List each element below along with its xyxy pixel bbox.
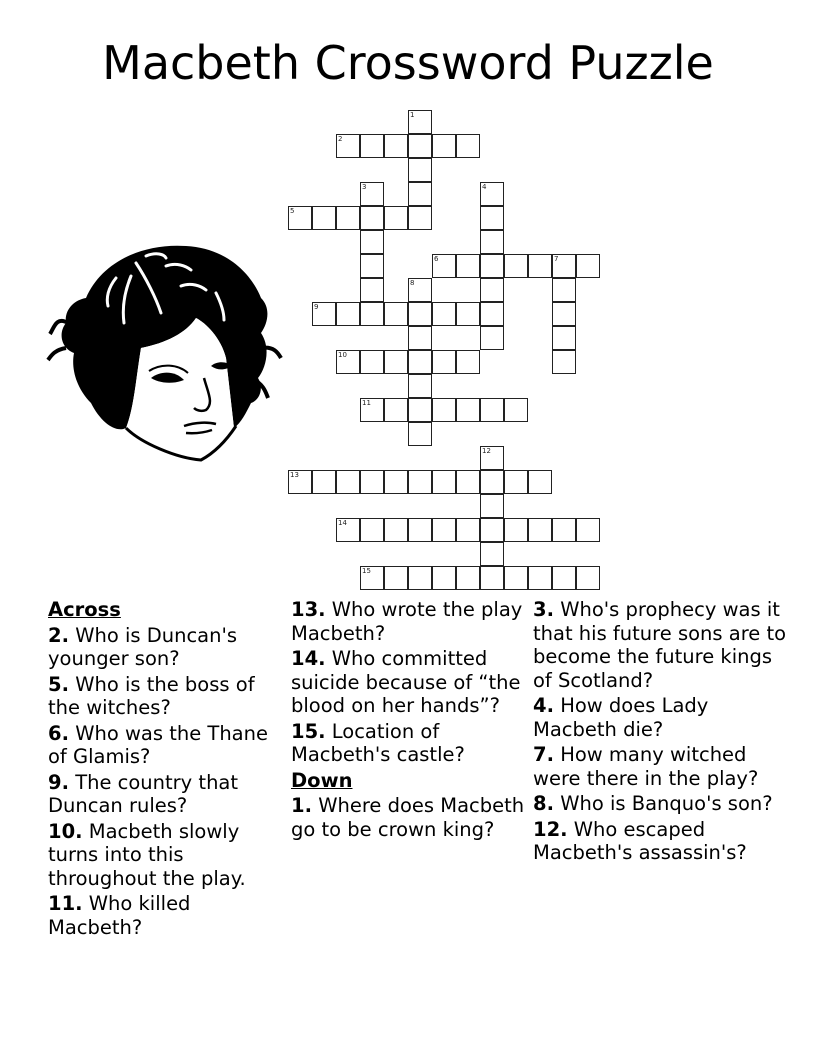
grid-cell[interactable] (360, 302, 384, 326)
clue-number: 7. (533, 743, 554, 766)
grid-cell[interactable] (384, 350, 408, 374)
clue-across-14 (291, 647, 526, 718)
grid-cell[interactable] (408, 518, 432, 542)
clue-across-11 (48, 892, 278, 939)
grid-cell[interactable] (336, 302, 360, 326)
cell-number: 13 (290, 471, 299, 479)
clue-text: Who was the Thane of Glamis? (48, 721, 268, 768)
grid-cell[interactable] (384, 518, 408, 542)
across-heading: Across (48, 598, 121, 621)
cell-number: 14 (338, 519, 347, 527)
grid-cell[interactable] (432, 566, 456, 590)
grid-cell[interactable] (408, 350, 432, 374)
clue-text: Who killed Macbeth? (48, 892, 191, 939)
clue-number: 2. (48, 623, 69, 647)
cell-number: 10 (338, 351, 347, 359)
grid-cell[interactable] (552, 350, 576, 374)
grid-cell[interactable] (504, 518, 528, 542)
grid-cell[interactable] (432, 398, 456, 422)
grid-cell[interactable] (408, 470, 432, 494)
grid-cell[interactable] (360, 278, 384, 302)
grid-cell[interactable] (456, 350, 480, 374)
grid-cell[interactable] (528, 566, 552, 590)
grid-cell[interactable] (336, 134, 360, 158)
grid-cell[interactable] (504, 398, 528, 422)
clue-text: Who wrote the play Macbeth? (291, 598, 523, 645)
grid-cell[interactable] (336, 206, 360, 230)
grid-cell[interactable] (528, 518, 552, 542)
clue-text: Who is the boss of the witches? (48, 672, 255, 719)
grid-cell[interactable] (408, 278, 432, 302)
clue-text: Who's prophecy was it that his future sons are to become the future kings of Scotland? (533, 598, 787, 692)
clue-number: 5. (48, 672, 69, 696)
grid-cell[interactable] (480, 206, 504, 230)
grid-cell[interactable] (432, 134, 456, 158)
grid-cell[interactable] (360, 206, 384, 230)
grid-cell[interactable] (384, 398, 408, 422)
clue-down-3 (533, 598, 793, 692)
grid-cell[interactable] (456, 302, 480, 326)
macbeth-face-illustration (46, 238, 286, 466)
clue-across-10 (48, 820, 278, 891)
grid-cell[interactable] (456, 398, 480, 422)
grid-cell[interactable] (480, 518, 504, 542)
grid-cell[interactable] (312, 470, 336, 494)
grid-cell[interactable] (360, 350, 384, 374)
cell-number: 7 (554, 255, 559, 263)
clue-number: 4. (533, 694, 554, 717)
grid-cell[interactable] (480, 254, 504, 278)
clue-number: 14. (291, 647, 326, 670)
page-title: Macbeth Crossword Puzzle (102, 36, 714, 90)
clue-down-12 (533, 818, 793, 865)
grid-cell[interactable] (480, 446, 504, 470)
grid-cell[interactable] (408, 398, 432, 422)
clues-column-3 (533, 598, 793, 867)
grid-cell[interactable] (384, 206, 408, 230)
clue-down-4 (533, 694, 793, 741)
grid-cell[interactable] (552, 326, 576, 350)
grid-cell[interactable] (480, 542, 504, 566)
clue-across-15 (291, 720, 526, 767)
grid-cell[interactable] (576, 518, 600, 542)
grid-cell[interactable] (480, 326, 504, 350)
grid-cell[interactable] (360, 566, 384, 590)
grid-cell[interactable] (408, 182, 432, 206)
cell-number: 5 (290, 207, 295, 215)
grid-cell[interactable] (360, 470, 384, 494)
grid-cell[interactable] (480, 302, 504, 326)
grid-cell[interactable] (504, 566, 528, 590)
grid-cell[interactable] (360, 230, 384, 254)
grid-cell[interactable] (552, 302, 576, 326)
clue-across-2 (48, 624, 278, 671)
grid-cell[interactable] (504, 470, 528, 494)
clue-text: The country that Duncan rules? (48, 770, 239, 817)
grid-cell[interactable] (408, 158, 432, 182)
clue-number: 13. (291, 598, 326, 621)
grid-cell[interactable] (384, 302, 408, 326)
cell-number: 12 (482, 447, 491, 455)
clue-text: How does Lady Macbeth die? (533, 694, 709, 741)
clue-number: 15. (291, 719, 326, 743)
grid-cell[interactable] (432, 302, 456, 326)
grid-cell[interactable] (360, 398, 384, 422)
grid-cell[interactable] (360, 182, 384, 206)
clue-down-1 (291, 794, 526, 841)
clue-number: 9. (48, 770, 69, 794)
grid-cell[interactable] (288, 206, 312, 230)
clue-number: 11. (48, 892, 83, 915)
clue-text: Who is Duncan's younger son? (48, 623, 238, 670)
cell-number: 11 (362, 399, 371, 407)
grid-cell[interactable] (576, 566, 600, 590)
grid-cell[interactable] (288, 470, 312, 494)
grid-cell[interactable] (456, 254, 480, 278)
grid-cell[interactable] (408, 566, 432, 590)
clue-text: How many witched were there in the play? (533, 743, 759, 790)
grid-cell[interactable] (360, 254, 384, 278)
cell-number: 2 (338, 135, 343, 143)
grid-cell[interactable] (432, 254, 456, 278)
grid-cell[interactable] (432, 518, 456, 542)
clue-number: 8. (533, 792, 554, 815)
grid-cell[interactable] (552, 278, 576, 302)
grid-cell[interactable] (336, 518, 360, 542)
clue-text: Who committed suicide because of “the blood on her hands”? (291, 647, 521, 717)
clue-text: Who escaped Macbeth's assassin's? (533, 817, 747, 864)
grid-cell[interactable] (384, 470, 408, 494)
grid-cell[interactable] (552, 566, 576, 590)
clue-across-9 (48, 771, 278, 818)
grid-cell[interactable] (432, 350, 456, 374)
grid-cell[interactable] (552, 518, 576, 542)
clue-across-6 (48, 722, 278, 769)
grid-cell[interactable] (480, 398, 504, 422)
cell-number: 3 (362, 183, 367, 191)
grid-cell[interactable] (480, 494, 504, 518)
clue-text: Who is Banquo's son? (560, 792, 773, 815)
grid-cell[interactable] (456, 518, 480, 542)
grid-cell[interactable] (336, 470, 360, 494)
grid-cell[interactable] (336, 350, 360, 374)
grid-cell[interactable] (432, 470, 456, 494)
grid-cell[interactable] (504, 254, 528, 278)
clue-number: 12. (533, 817, 568, 841)
clue-number: 10. (48, 819, 83, 843)
grid-cell[interactable] (456, 566, 480, 590)
grid-cell[interactable] (384, 134, 408, 158)
grid-cell[interactable] (528, 254, 552, 278)
cell-number: 1 (410, 111, 415, 119)
grid-cell[interactable] (408, 110, 432, 134)
cell-number: 15 (362, 567, 371, 575)
clues-column-1 (48, 598, 278, 941)
cell-number: 4 (482, 183, 487, 191)
grid-cell[interactable] (528, 470, 552, 494)
clue-down-8 (533, 792, 793, 816)
grid-cell[interactable] (360, 134, 384, 158)
clue-number: 1. (291, 794, 312, 817)
grid-cell[interactable] (408, 422, 432, 446)
cell-number: 8 (410, 279, 415, 287)
clue-number: 6. (48, 721, 69, 745)
grid-cell[interactable] (480, 230, 504, 254)
clue-across-13 (291, 598, 526, 645)
grid-cell[interactable] (384, 566, 408, 590)
clue-text: Where does Macbeth go to be crown king? (291, 794, 525, 841)
grid-cell[interactable] (480, 470, 504, 494)
grid-cell[interactable] (480, 278, 504, 302)
grid-cell[interactable] (456, 470, 480, 494)
clue-across-5 (48, 673, 278, 720)
grid-cell[interactable] (480, 182, 504, 206)
grid-cell[interactable] (360, 518, 384, 542)
face-icon (46, 238, 286, 466)
cell-number: 6 (434, 255, 439, 263)
grid-cell[interactable] (408, 326, 432, 350)
grid-cell[interactable] (456, 134, 480, 158)
clues-column-2 (291, 598, 526, 843)
grid-cell[interactable] (312, 206, 336, 230)
grid-cell[interactable] (552, 254, 576, 278)
clue-down-7 (533, 743, 793, 790)
grid-cell[interactable] (408, 134, 432, 158)
clue-number: 3. (533, 598, 554, 621)
grid-cell[interactable] (480, 566, 504, 590)
cell-number: 9 (314, 303, 319, 311)
clue-text: Macbeth slowly turns into this throughout the play. (48, 819, 246, 890)
clue-text: Location of Macbeth's castle? (291, 719, 465, 766)
grid-cell[interactable] (312, 302, 336, 326)
grid-cell[interactable] (408, 374, 432, 398)
grid-cell[interactable] (408, 302, 432, 326)
grid-cell[interactable] (408, 206, 432, 230)
down-heading: Down (291, 768, 353, 792)
grid-cell[interactable] (576, 254, 600, 278)
